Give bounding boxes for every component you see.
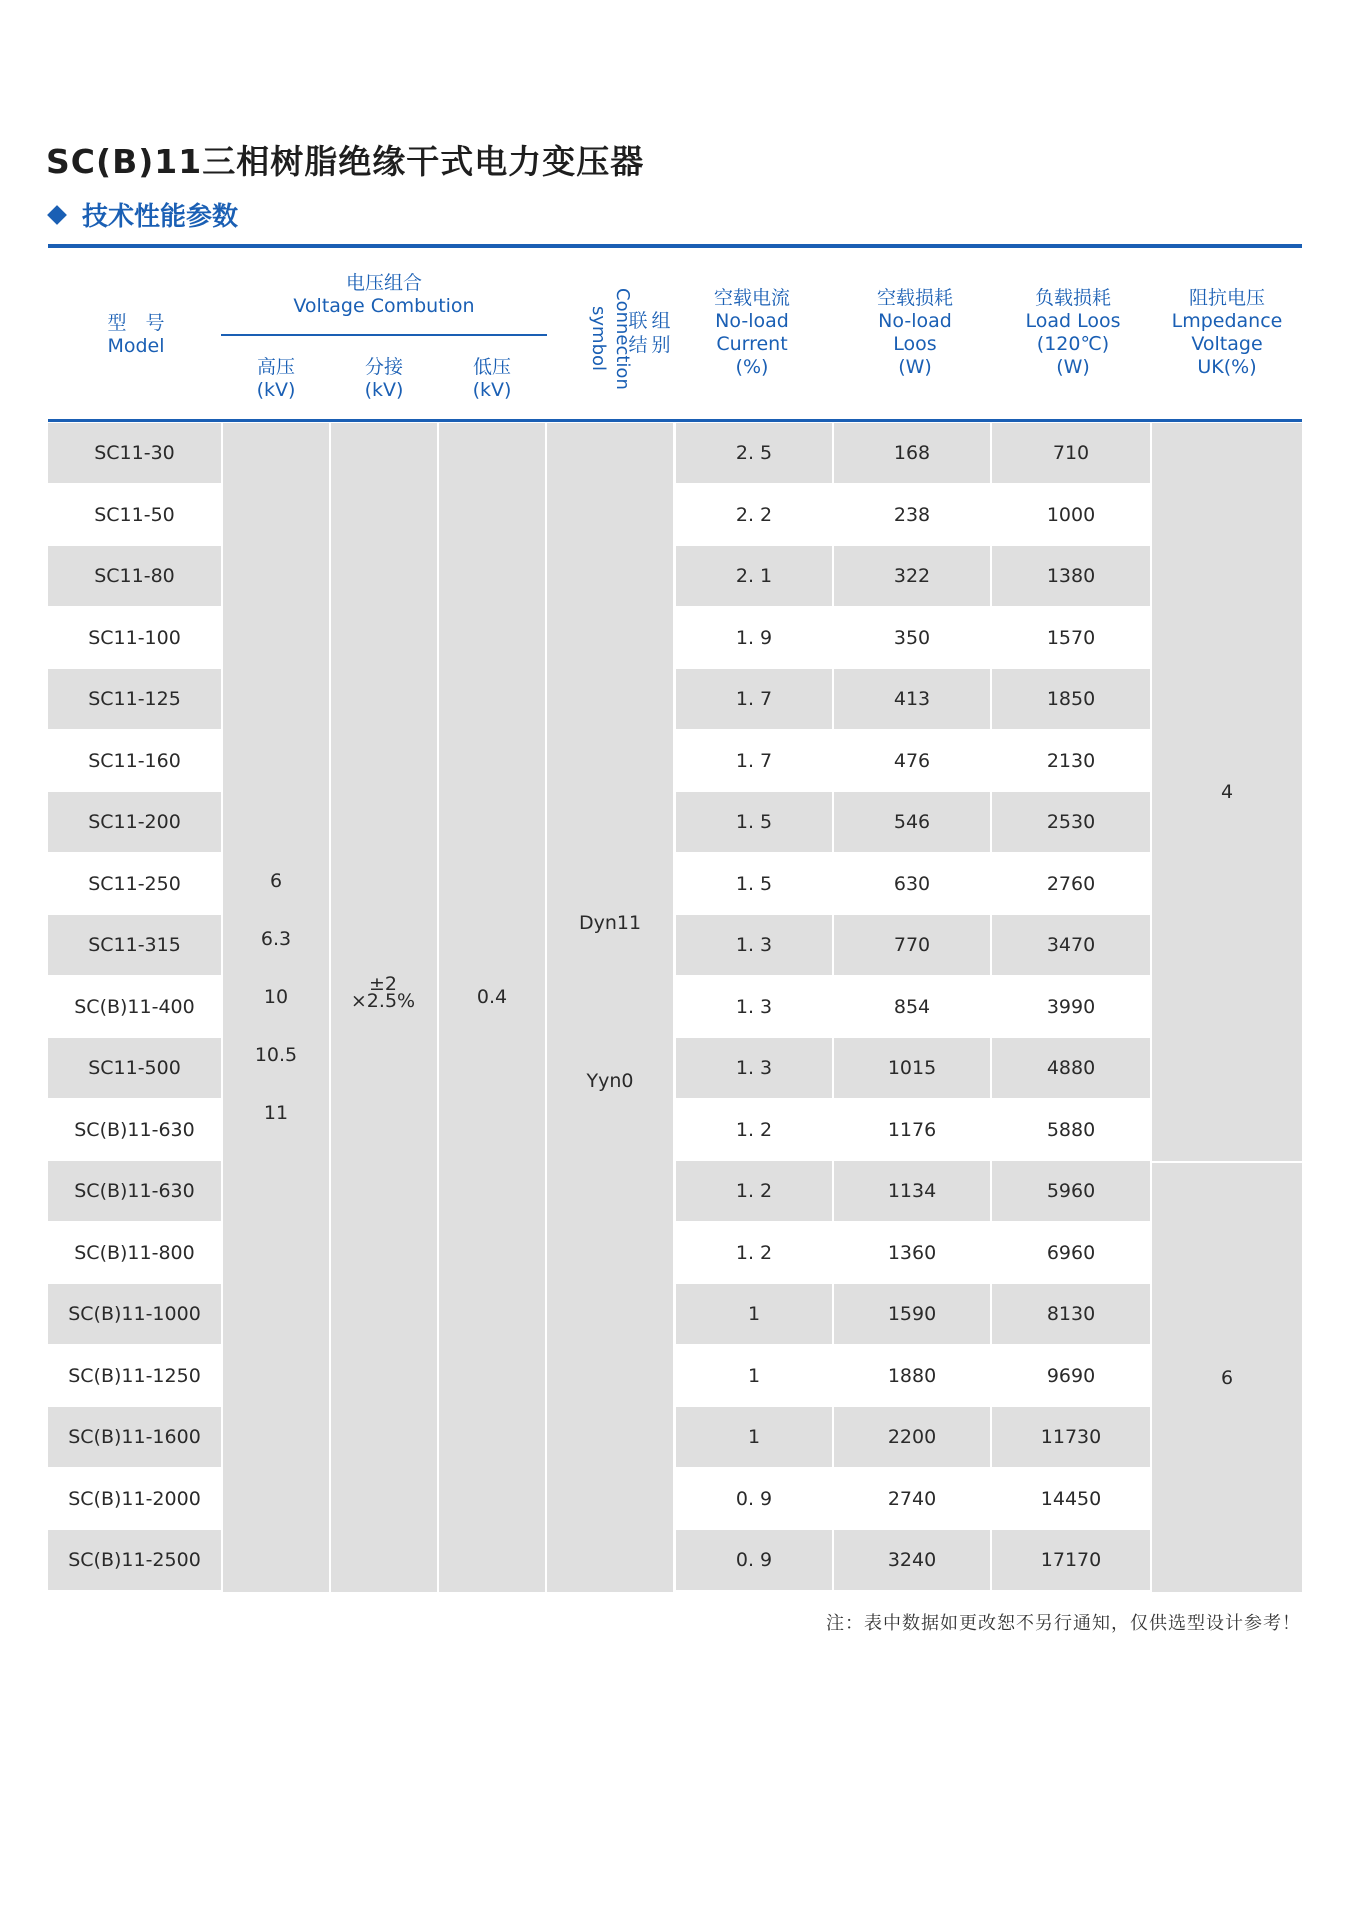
header-hv-unit: (kV): [256, 379, 296, 401]
no-load-loss-cell: 1360: [887, 1241, 937, 1264]
hv-value-1: 6.3: [260, 928, 292, 950]
no-load-current-cell: 1: [747, 1364, 761, 1387]
load-loss-cell: 14450: [1040, 1487, 1102, 1510]
header-model-en: Model: [107, 335, 165, 357]
no-load-current-cell: 1. 5: [676, 792, 832, 852]
header-model-zh: 型 号: [107, 312, 165, 334]
model-cell: SC(B)11-1600: [48, 1407, 221, 1467]
load-loss-cell: 1380: [992, 546, 1150, 606]
load-loss-cell: 2760: [1046, 872, 1096, 895]
no-load-current-cell: 1. 5: [735, 872, 773, 895]
load-loss-cell: 5960: [992, 1161, 1150, 1221]
no-load-loss-cell: 476: [893, 749, 931, 772]
header-voltage-zh: 电压组合: [345, 272, 422, 294]
header-high-voltage: [221, 356, 331, 402]
no-load-current-cell: 0. 9: [735, 1487, 773, 1510]
model-cell: SC(B)11-1250: [68, 1364, 201, 1387]
load-loss-cell: 710: [992, 423, 1150, 483]
no-load-loss-cell: 168: [834, 423, 990, 483]
no-load-loss-cell: 1134: [834, 1161, 990, 1221]
header-load-loss: 负载损耗 Load Loos (120℃) (W): [1025, 287, 1121, 378]
header-voltage-combination: [221, 272, 547, 318]
section-heading-text: 技术性能参数: [82, 202, 239, 232]
no-load-current-cell: 1. 7: [676, 669, 832, 729]
model-cell: SC11-100: [88, 626, 181, 649]
load-loss-cell: 5880: [1046, 1118, 1096, 1141]
header-lv-zh: 低压: [472, 356, 511, 378]
model-cell: SC(B)11-2500: [48, 1530, 221, 1590]
no-load-current-cell: 2. 5: [676, 423, 832, 483]
no-load-loss-cell: 2740: [887, 1487, 937, 1510]
header-tap-unit: (kV): [364, 379, 404, 401]
voltage-combination-rule: [221, 334, 547, 336]
header-bottom-rule: [48, 419, 1302, 422]
header-no-load-current: 空载电流 No-load Current (%): [713, 287, 790, 378]
model-cell: SC(B)11-800: [74, 1241, 195, 1264]
no-load-loss-cell: 854: [893, 995, 931, 1018]
no-load-current-cell: 1. 3: [735, 995, 773, 1018]
no-load-current-cell: 1. 9: [735, 626, 773, 649]
no-load-loss-cell: 630: [893, 872, 931, 895]
header-connection-zh: 联 组 结 别: [628, 310, 671, 356]
hv-value-0: 6: [269, 870, 283, 892]
no-load-current-cell: 1. 7: [735, 749, 773, 772]
no-load-current-cell: 1. 3: [676, 915, 832, 975]
model-cell: SC11-500: [48, 1038, 221, 1098]
no-load-current-cell: 1. 3: [676, 1038, 832, 1098]
diamond-bullet-icon: [47, 205, 67, 225]
header-low-voltage: [438, 356, 546, 402]
page-title: SC(B)11三相树脂绝缘干式电力变压器: [46, 142, 645, 181]
hv-value-4: 11: [263, 1102, 289, 1124]
header-voltage-en: Voltage Combution: [293, 295, 475, 317]
no-load-loss-cell: 350: [893, 626, 931, 649]
no-load-loss-cell: 3240: [834, 1530, 990, 1590]
no-load-current-cell: 1. 2: [735, 1241, 773, 1264]
no-load-loss-cell: 322: [834, 546, 990, 606]
model-cell: SC11-50: [94, 503, 175, 526]
footnote: 注：表中数据如更改恕不另行通知，仅供选型设计参考！: [826, 1613, 1301, 1634]
connection-value-yyn0: Yyn0: [586, 1070, 634, 1092]
model-cell: SC11-160: [88, 749, 181, 772]
model-cell: SC11-80: [48, 546, 221, 606]
tap-value-line1: ±2: [368, 973, 397, 995]
no-load-current-cell: 1. 2: [676, 1161, 832, 1221]
no-load-loss-cell: 413: [834, 669, 990, 729]
load-loss-cell: 1850: [992, 669, 1150, 729]
model-cell: SC(B)11-630: [74, 1118, 195, 1141]
no-load-loss-cell: 1176: [887, 1118, 937, 1141]
impedance-group-2: [1152, 1163, 1302, 1592]
header-tap: [330, 356, 438, 402]
no-load-current-cell: 1. 2: [735, 1118, 773, 1141]
no-load-loss-cell: 1590: [834, 1284, 990, 1344]
load-loss-cell: 2130: [1046, 749, 1096, 772]
connection-column-block: [547, 423, 673, 1592]
load-loss-cell: 17170: [992, 1530, 1150, 1590]
model-cell: SC11-250: [88, 872, 181, 895]
load-loss-cell: 4880: [992, 1038, 1150, 1098]
load-loss-cell: 1000: [1046, 503, 1096, 526]
model-cell: SC11-315: [48, 915, 221, 975]
load-loss-cell: 1570: [1046, 626, 1096, 649]
header-model: [48, 312, 224, 358]
no-load-loss-cell: 238: [893, 503, 931, 526]
hv-value-3: 10.5: [254, 1044, 298, 1066]
model-cell: SC(B)11-400: [74, 995, 195, 1018]
load-loss-cell: 11730: [992, 1407, 1150, 1467]
connection-value-dyn11: Dyn11: [578, 912, 642, 934]
no-load-loss-cell: 1880: [887, 1364, 937, 1387]
header-tap-zh: 分接: [364, 356, 403, 378]
no-load-loss-cell: 2200: [834, 1407, 990, 1467]
header-hv-zh: 高压: [256, 356, 295, 378]
header-top-rule: [48, 244, 1302, 248]
model-cell: SC11-30: [48, 423, 221, 483]
load-loss-cell: 3470: [992, 915, 1150, 975]
no-load-current-cell: 1: [676, 1407, 832, 1467]
header-connection-en: Connection symbol: [588, 288, 633, 390]
header-no-load-loss: 空载损耗 No-load Loos (W): [876, 287, 953, 378]
no-load-current-cell: 2. 1: [676, 546, 832, 606]
model-cell: SC(B)11-2000: [68, 1487, 201, 1510]
model-cell: SC11-125: [48, 669, 221, 729]
load-loss-cell: 9690: [1046, 1364, 1096, 1387]
no-load-loss-cell: 770: [834, 915, 990, 975]
load-loss-cell: 3990: [1046, 995, 1096, 1018]
model-cell: SC11-200: [48, 792, 221, 852]
load-loss-cell: 2530: [992, 792, 1150, 852]
no-load-current-cell: 1: [676, 1284, 832, 1344]
model-cell: SC(B)11-1000: [48, 1284, 221, 1344]
header-connection-symbol: [546, 278, 674, 400]
load-loss-cell: 8130: [992, 1284, 1150, 1344]
section-heading: [50, 196, 238, 233]
tap-value-line2: ×2.5%: [350, 990, 416, 1012]
no-load-current-cell: 2. 2: [735, 503, 773, 526]
no-load-loss-cell: 1015: [834, 1038, 990, 1098]
impedance-value-1: 4: [1220, 781, 1234, 803]
no-load-current-cell: 0. 9: [676, 1530, 832, 1590]
impedance-value-2: 6: [1220, 1366, 1234, 1389]
model-cell: SC(B)11-630: [48, 1161, 221, 1221]
no-load-loss-cell: 546: [834, 792, 990, 852]
impedance-group-1: [1152, 423, 1302, 1161]
tap-value: [329, 973, 437, 1012]
load-loss-cell: 6960: [1046, 1241, 1096, 1264]
header-lv-unit: (kV): [472, 379, 512, 401]
header-impedance-voltage: 阻抗电压 Lmpedance Voltage UK(%): [1171, 287, 1283, 378]
hv-value-2: 10: [263, 986, 289, 1008]
lv-value: 0.4: [476, 986, 508, 1008]
